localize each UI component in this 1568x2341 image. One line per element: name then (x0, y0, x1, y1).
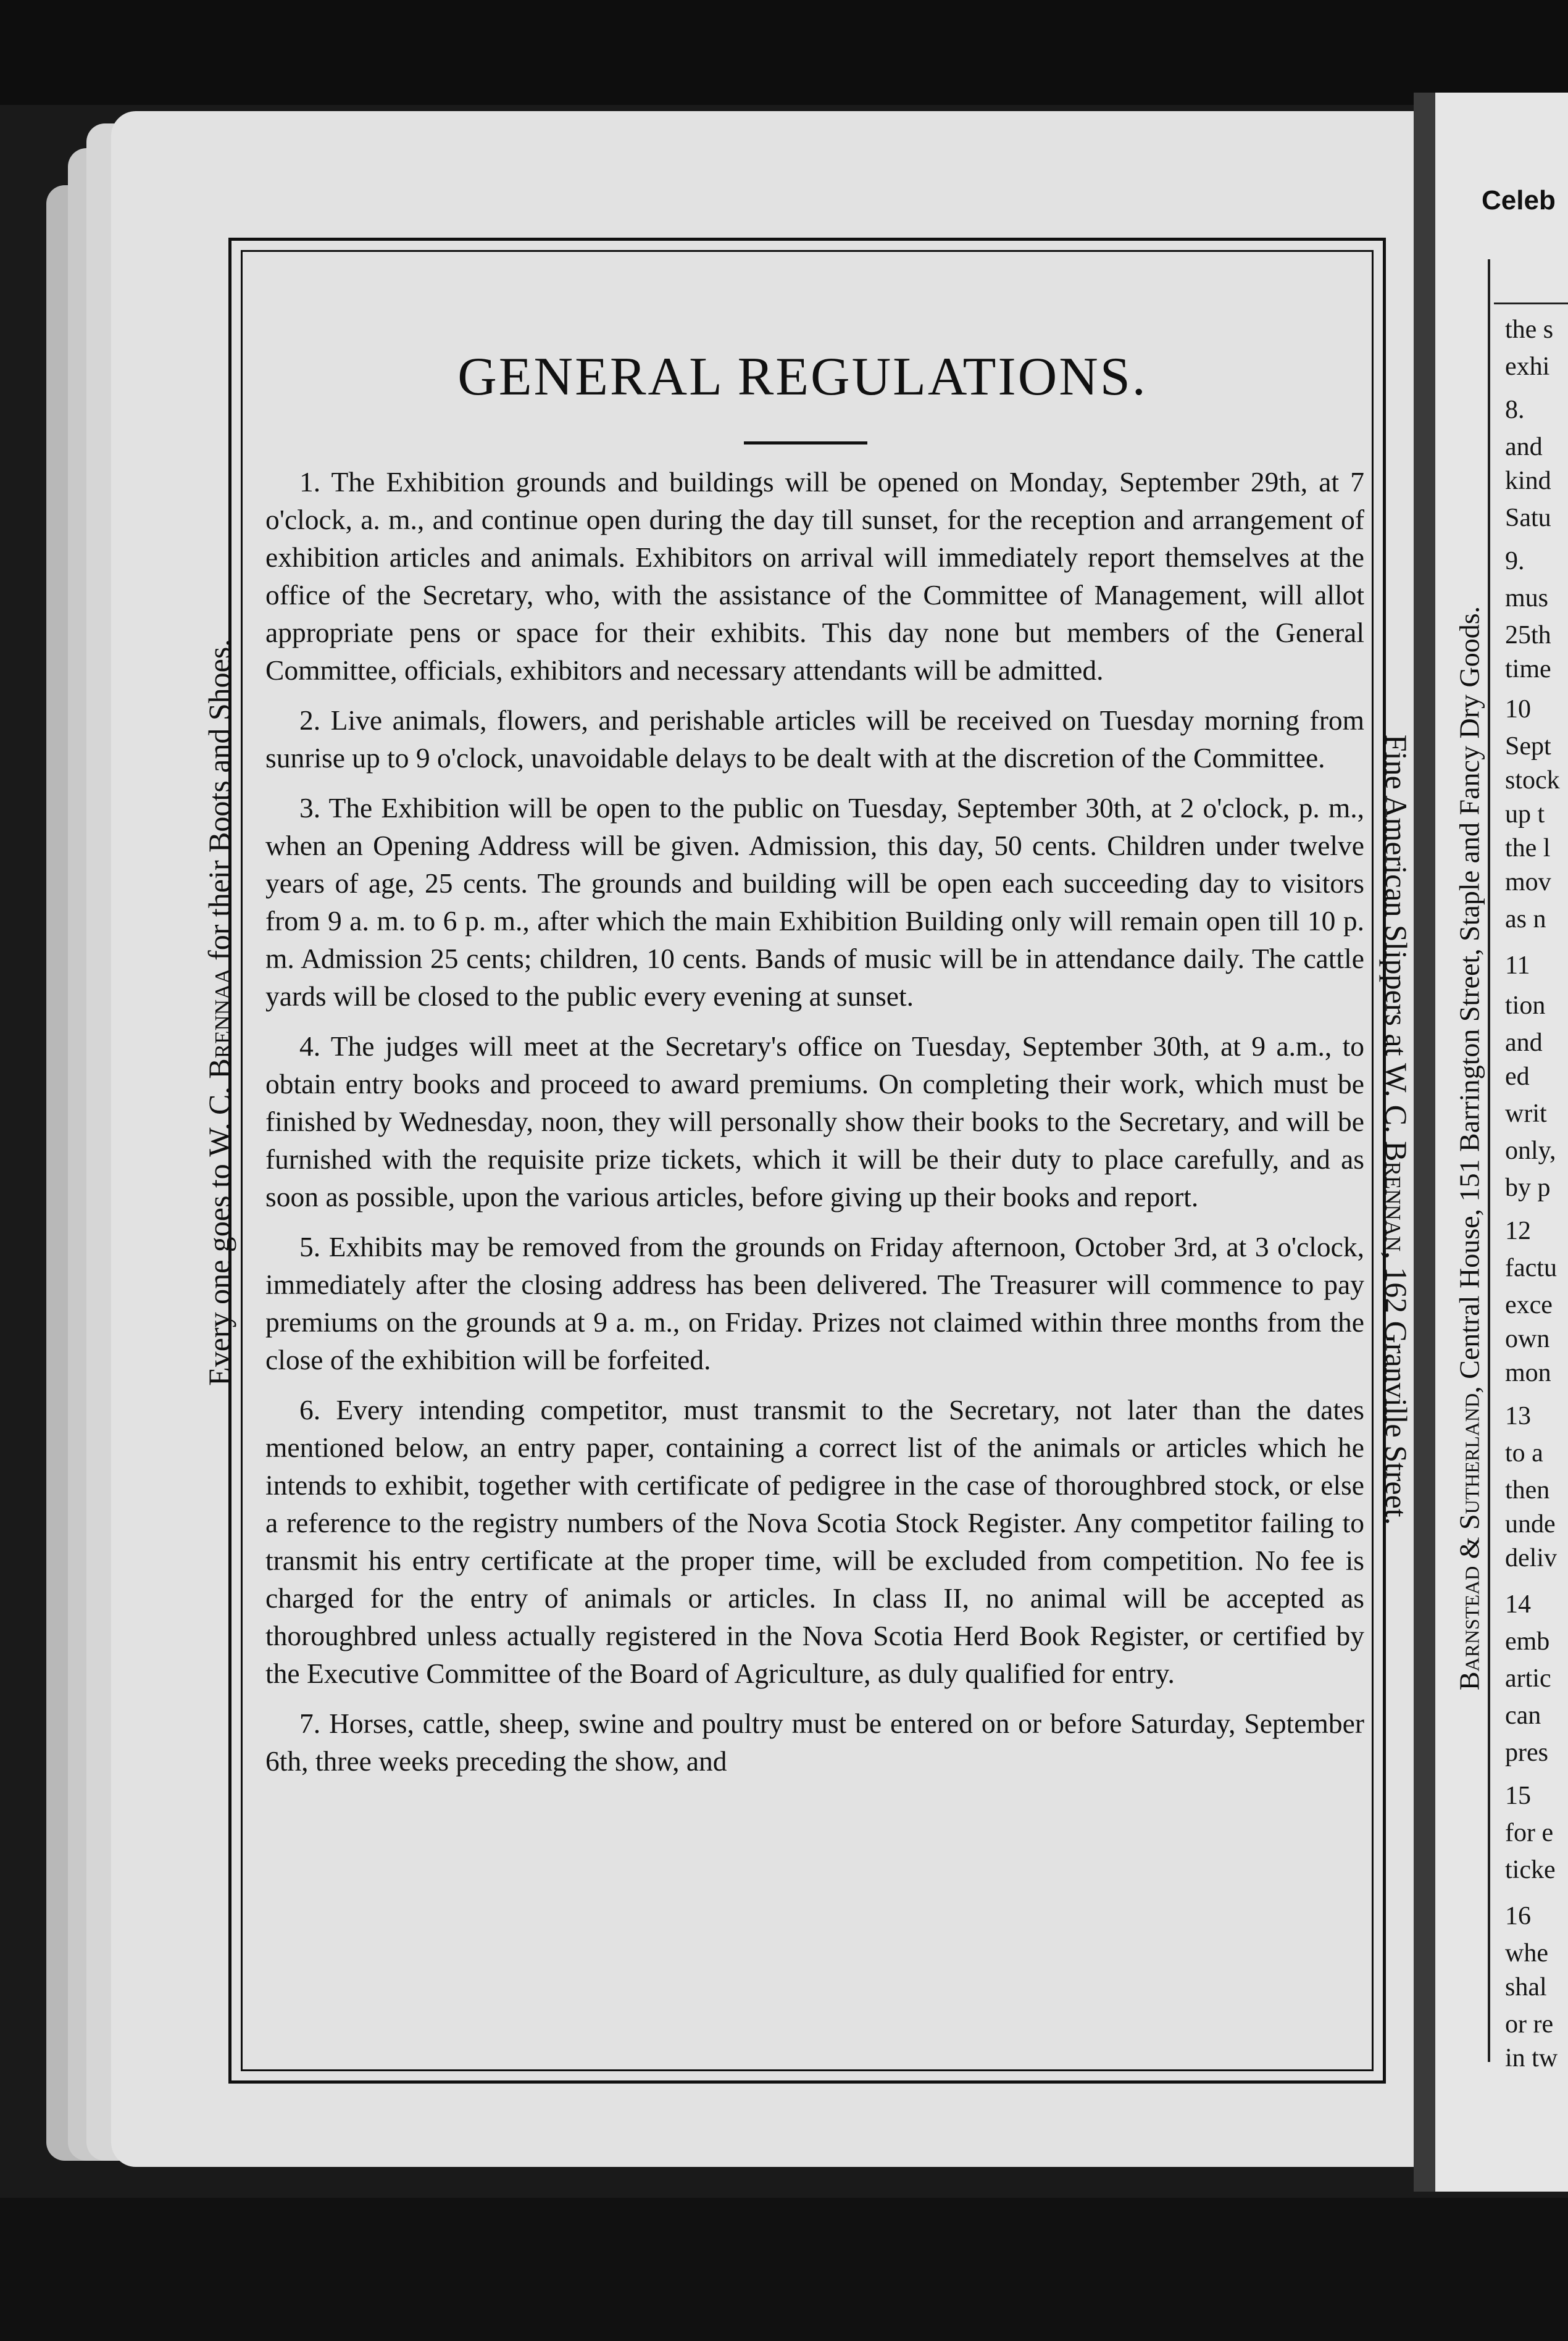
right-page-text-fragment: 10 (1505, 695, 1531, 724)
right-page-text-fragment: pres (1505, 1738, 1548, 1767)
side-ad-text: Fine American Slippers at W. C. (1379, 734, 1414, 1141)
side-ad-name: Brennaa (202, 968, 236, 1079)
right-page-text-fragment: shal (1505, 1973, 1547, 2001)
right-page-text-fragment: 14 (1505, 1590, 1531, 1619)
right-page-text-fragment: as n (1505, 905, 1546, 933)
right-page-text-fragment: then (1505, 1476, 1550, 1504)
regulation-paragraph: 3. The Exhibition will be open to the public on Tuesday, September 30th, at 2 o'clock, p. m., when an Opening Address will be given. Admission, this day, 50 cents. Children under twelve years of age, 25 cents. The grounds and building will be open each succeeding day to visitors from 9 a. m. to 6 p. m., after which the main Exhibition Building only will remain open till 10 p. m. Admission 25 cents; children, 10 cents. Bands of music will be in attendance daily. The cattle yards will be closed to the public every evening at sunset. (265, 792, 1364, 1012)
side-ad-text: Every one goes to W. C. (202, 1079, 236, 1386)
right-page-text-fragment: tion (1505, 991, 1546, 1020)
right-page-text-fragment: the l (1505, 834, 1551, 862)
right-page-text-fragment: in tw (1505, 2044, 1558, 2072)
right-page-text-fragment: 8. (1505, 396, 1525, 424)
regulation-paragraph: 6. Every intending competitor, must transmit to the Secretary, not later than the dates mentioned below, an entry paper, containing a correct list of the animals or articles which he intends to exhibit, together with certificate of pedigree in the case of thoroughbred stock, or else a reference to the registry numbers of the Nova Scotia Stock Register. Any competitor failing to transmit his entry certificate at the proper time, will be excluded from competition. No fee is charged for the entry of animals or articles. In class II, no animal will be accepted as thoroughbred unless actually registered in the Nova Scotia Herd Book Register, or certified by the Executive Committee of the Board of Agriculture, as duly qualified for entry. (265, 1394, 1364, 1689)
regulation-paragraph: 4. The judges will meet at the Secretary's office on Tuesday, September 30th, at 9 a.m., to obtain entry books and proceed to award premiums. On completing their work, which must be finished by Wednesday, noon, they will personally show their books to the Secretary, and will be furnished with the requisite prize tickets, which it will be their duty to place carefully, and as soon as possible, upon the various articles, before giving up their books and report. (265, 1030, 1364, 1212)
background-top (0, 0, 1568, 105)
right-page-text-fragment: kind (1505, 467, 1551, 495)
right-page-text-fragment: ticke (1505, 1856, 1556, 1884)
side-ad-text: , 162 Granville Street. (1379, 1251, 1414, 1525)
right-page-text-fragment: and (1505, 433, 1543, 461)
right-page-rule (1494, 303, 1568, 304)
side-ad-text: , Central House, 151 Barrington Street, Staple and Fancy Dry Goods. (1453, 606, 1485, 1393)
right-page-text-fragment: by p (1505, 1174, 1551, 1202)
right-page-text-fragment: 9. (1505, 547, 1525, 575)
right-page-text-fragment: exce (1505, 1291, 1553, 1319)
right-page-text-fragment: the s (1505, 315, 1554, 344)
regulation-paragraph: 7. Horses, cattle, sheep, swine and poultry must be entered on or before Saturday, September 6th, three weeks preceding the show, and (265, 1708, 1364, 1777)
right-page-text-fragment: exhi (1505, 353, 1550, 381)
regulation-paragraph: 5. Exhibits may be removed from the grounds on Friday afternoon, October 3rd, at 3 o'clock, immediately after the closing address has been delivered. The Treasurer will commence to pay premiums on the grounds at 9 a. m., on Friday. Prizes not claimed within three months from the close of the exhibition will be forfeited. (265, 1231, 1364, 1375)
background-bottom (0, 2198, 1568, 2341)
side-ad-name: Brennan (1379, 1141, 1414, 1252)
right-page-text-fragment: own (1505, 1325, 1550, 1353)
right-page-text-fragment: 15 (1505, 1782, 1531, 1810)
right-page-text-fragment: Satu (1505, 504, 1551, 532)
side-ad-text: for their Boots and Shoes. (202, 639, 236, 969)
right-page-text-fragment: factu (1505, 1254, 1557, 1282)
right-page-text-fragment: whe (1505, 1939, 1548, 1968)
regulation-paragraph: 1. The Exhibition grounds and buildings will be opened on Monday, September 29th, at 7 o'clock, a. m., and continue open during the day till sunset, for the reception and arrangement of exhibition articles and animals. Exhibitors on arrival will immediately report themselves at the office of the Secretary, who, with the assistance of the Committee of Management, will allot appropriate pens or space for their exhibits. This day none but members of the General Committee, officials, exhibitors and necessary attendants will be admitted. (265, 466, 1364, 686)
right-page-text-fragment: 13 (1505, 1402, 1531, 1430)
book-gutter (1414, 93, 1435, 2192)
right-page-text-fragment: and (1505, 1029, 1543, 1057)
regulation-paragraph: 2. Live animals, flowers, and perishable articles will be received on Tuesday morning from sunrise up to 9 o'clock, unavoidable delays to be dealt with at the discretion of the Committee. (265, 704, 1364, 774)
right-page-text-fragment: 12 (1505, 1217, 1531, 1245)
page-title: GENERAL REGULATIONS. (457, 347, 1148, 407)
right-page-text-fragment: or re (1505, 2010, 1554, 2038)
right-page-text-fragment: stock (1505, 766, 1560, 795)
regulations-body (265, 463, 1364, 1792)
right-page-text-fragment: 16 (1505, 1902, 1531, 1930)
right-page-text-fragment: up t (1505, 800, 1545, 828)
right-page-text-fragment: 25th (1505, 621, 1551, 649)
right-page-text-fragment: writ (1505, 1100, 1547, 1128)
right-page-text-fragment: to a (1505, 1439, 1543, 1467)
right-page-text-fragment: emb (1505, 1627, 1550, 1656)
right-page-heading: Celeb (1482, 185, 1556, 215)
side-ad-name: Barnstead & Sutherland (1453, 1393, 1485, 1691)
right-page-text-fragment: mus (1505, 584, 1549, 612)
right-page-text-fragment: mov (1505, 868, 1551, 896)
title-rule (744, 441, 867, 444)
right-page-text-fragment: 11 (1505, 951, 1530, 980)
right-page-text-fragment: only, (1505, 1137, 1556, 1165)
right-page-text-fragment: artic (1505, 1664, 1551, 1693)
right-page-text-fragment: deliv (1505, 1544, 1557, 1572)
right-page-text-fragment: mon (1505, 1359, 1551, 1387)
right-page-text-fragment: time (1505, 655, 1551, 683)
right-page-text-fragment: can (1505, 1701, 1541, 1730)
right-page-text-fragment: ed (1505, 1062, 1530, 1091)
right-page-text-fragment: unde (1505, 1510, 1556, 1538)
right-page-text-fragment: Sept (1505, 732, 1551, 761)
right-page-frame-line (1488, 259, 1490, 2062)
right-page-text-fragment: for e (1505, 1819, 1554, 1847)
